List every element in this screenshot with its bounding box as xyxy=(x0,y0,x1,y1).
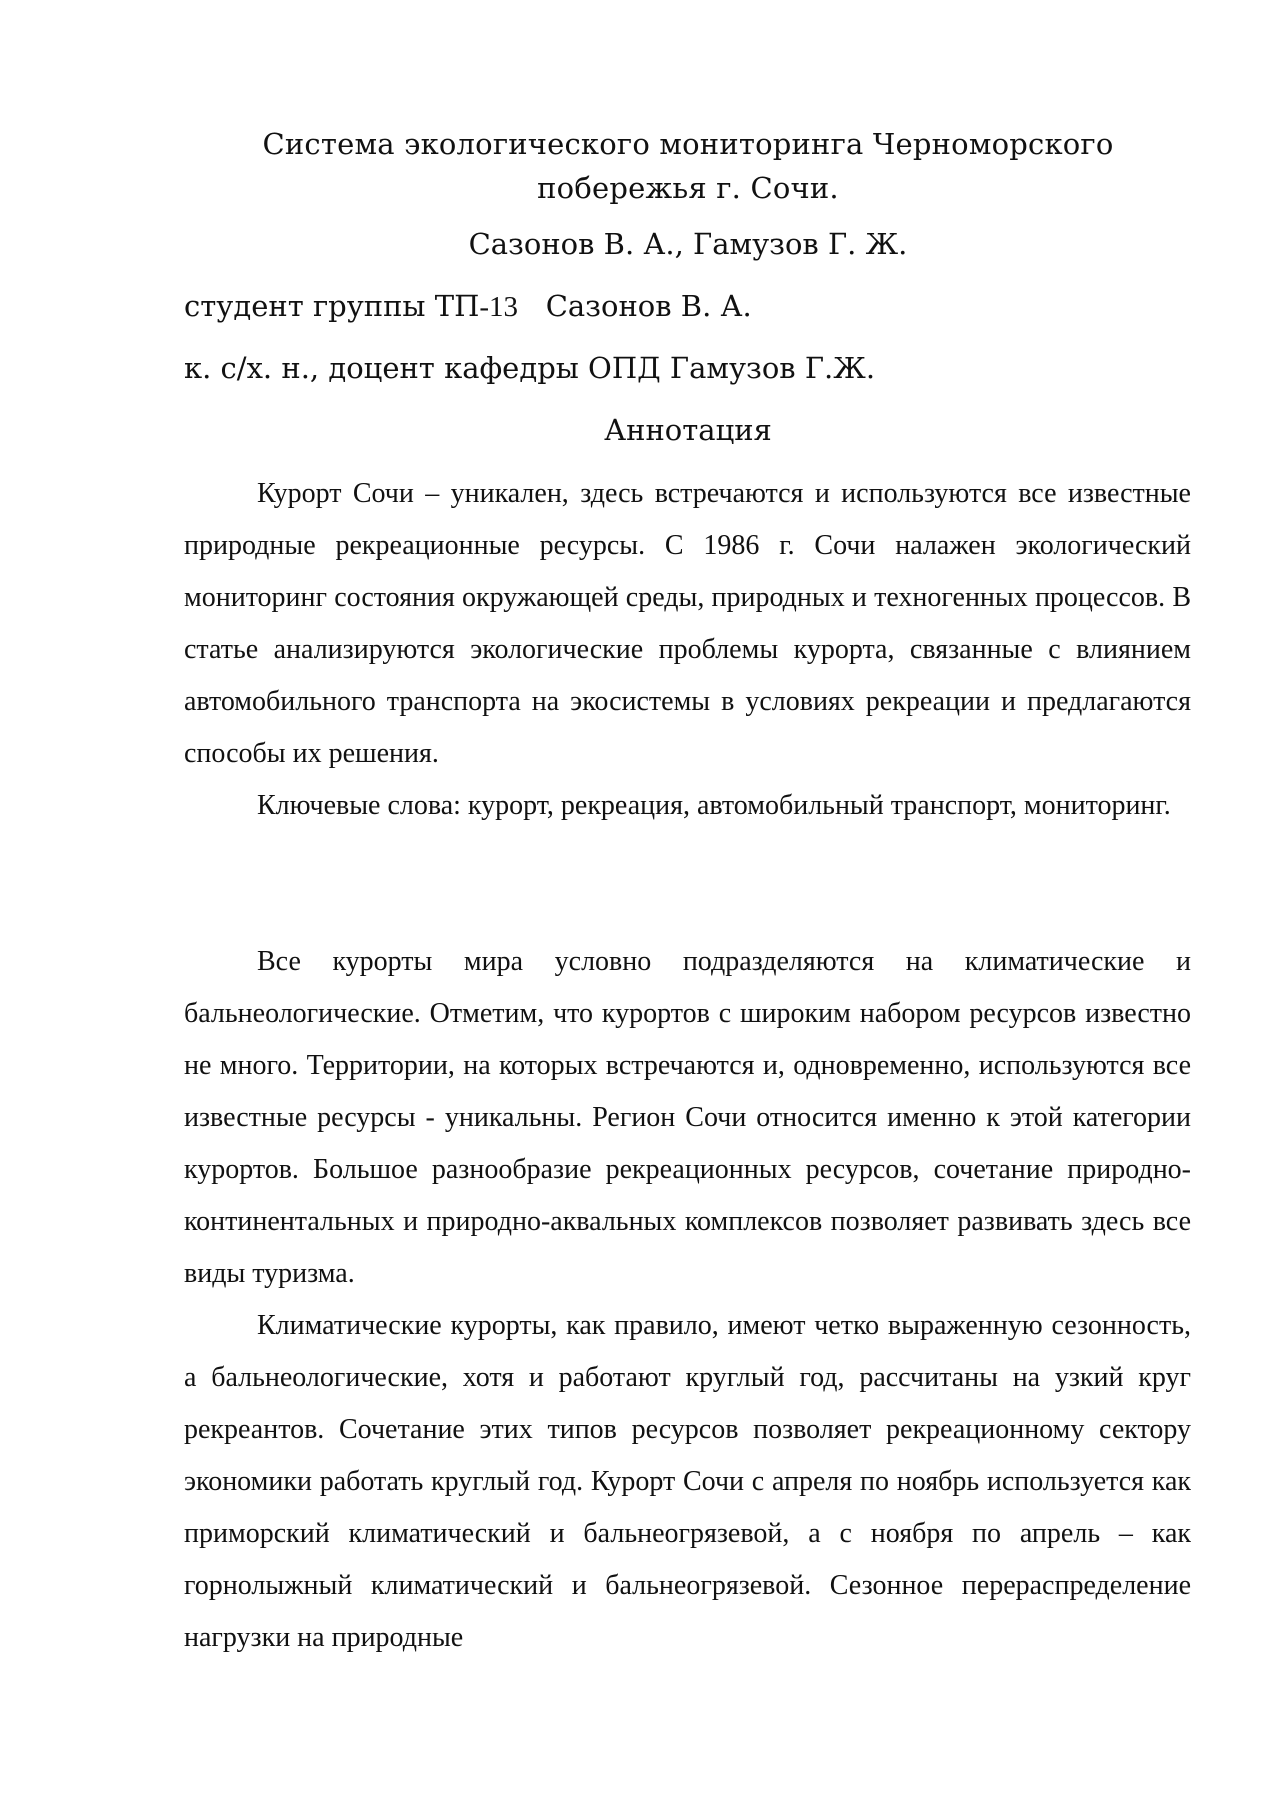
body-paragraph-1: Все курорты мира условно подразделяются на климатические и бальнеологические. Отметим, что курортов с широким набором ресурсов известно не много. Территории, на которых встречаются и, одновременно, используются все известные ресурсы - уникальны. Регион Сочи относится именно к этой категории курортов. Большое разнообразие рекреационных ресурсов, сочетание природно-континентальных и природно-аквальных комплексов позволяет развивать здесь все виды туризма. xyxy=(184,946,1191,1289)
keywords-paragraph: Ключевые слова: курорт, рекреация, автомобильный транспорт, мониторинг. xyxy=(257,790,1171,821)
student-affiliation xyxy=(184,286,1184,327)
supervisor-affiliation: к. с/х. н., доцент кафедры ОПД Гамузов Г.Ж. xyxy=(184,351,876,385)
authors-line: Сазонов В. А., Гамузов Г. Ж. xyxy=(468,227,908,261)
paper-title-line-2: побережья г. Сочи. xyxy=(537,171,839,205)
abstract-heading: Аннотация xyxy=(604,413,772,447)
student-name: Сазонов В. А. xyxy=(545,289,752,323)
student-group-prefix: студент группы ТП xyxy=(184,289,480,323)
student-group-number: -13 xyxy=(479,291,519,323)
abstract-paragraph: Курорт Сочи – уникален, здесь встречаются и используются все известные природные рекреационные ресурсы. С 1986 г. Сочи налажен экологический мониторинг состояния окружающей среды, природных и техногенных процессов. В статье анализируются экологические проблемы курорта, связанные с влиянием автомобильного транспорта на экосистемы в условиях рекреации и предлагаются способы их решения. xyxy=(184,478,1191,769)
paper-title-line-1: Система экологического мониторинга Черноморского xyxy=(262,127,1114,161)
body-paragraph-2: Климатические курорты, как правило, имеют четко выраженную сезонность, а бальнеологические, хотя и работают круглый год, рассчитаны на узкий круг рекреантов. Сочетание этих типов ресурсов позволяет рекреационному сектору экономики работать круглый год. Курорт Сочи с апреля по ноябрь используется как приморский климатический и бальнеогрязевой, а с ноября по апрель – как горнолыжный климатический и бальнеогрязевой. Сезонное перераспределение нагрузки на природные xyxy=(184,1310,1191,1653)
paper-title xyxy=(248,122,1128,210)
